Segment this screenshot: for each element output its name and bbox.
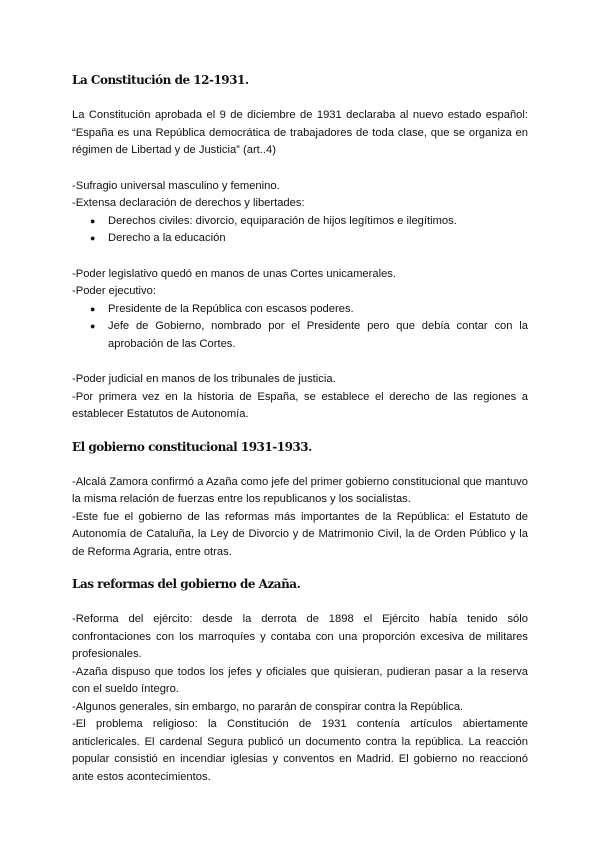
legislativo-line: -Poder legislativo quedó en manos de unas Cortes unicamerales. bbox=[72, 267, 397, 280]
document-page bbox=[72, 72, 528, 786]
list-item: ● Derechos civiles: divorcio, equiparación de hijos legítimos e ilegítimos. bbox=[72, 213, 528, 231]
derechos-line: -Extensa declaración de derechos y libertades: bbox=[72, 197, 305, 209]
judicial-line: -Poder judicial en manos de los tribunales de justicia. bbox=[72, 373, 336, 385]
derechos-list bbox=[72, 213, 528, 248]
reformas-paragraph-2: -Azaña dispuso que todos los jefes y oficiales que quisieran, pudieran pasar a la reserva con el sueldo íntegro. bbox=[72, 665, 528, 695]
ejecutivo-list bbox=[72, 301, 528, 354]
section-heading-constitucion: La Constitución de 12-1931. bbox=[72, 73, 249, 87]
reformas-paragraph-3: -Algunos generales, sin embargo, no pararán de conspirar contra la República. bbox=[72, 700, 464, 713]
sufragio-line: -Sufragio universal masculino y femenino. bbox=[72, 179, 280, 192]
section-heading-gobierno-constitucional: El gobierno constitucional 1931-1933. bbox=[72, 439, 312, 454]
constitucion-intro-paragraph: La Constitución aprobada el 9 de diciembre de 1931 declaraba al nuevo estado español: “España es una República democrática de trabajadores de toda clase, que se organiza en régimen de Libertad y de Justicia” (art..4) bbox=[72, 109, 528, 156]
section-heading-reformas-azana: Las reformas del gobierno de Azaña. bbox=[72, 577, 301, 591]
reformas-paragraph-1: -Reforma del ejército: desde la derrota de 1898 el Ejército había tenido sólo confrontaciones con los marroquíes y contaba con una proporción excesiva de militares profesionales. bbox=[72, 613, 528, 660]
list-item: ● Derecho a la educación bbox=[72, 230, 528, 248]
ejecutivo-line: -Poder ejecutivo: bbox=[72, 285, 156, 297]
reformas-paragraph-4: -El problema religioso: la Constitución de 1931 contenía artículos abiertamente anticlericales. El cardenal Segura publicó un documento contra la república. La reacción popular consistió en incendiar iglesias y conventos en Madrid. El gobierno no reaccionó ante estos acontecimientos. bbox=[72, 718, 528, 783]
bullet-icon: ● bbox=[90, 233, 96, 243]
bullet-icon: ● bbox=[90, 321, 96, 331]
bullet-icon: ● bbox=[90, 303, 96, 314]
gobierno-paragraph-2: -Este fue el gobierno de las reformas más importantes de la República: el Estatuto de Autonomía de Cataluña, la Ley de Divorcio y de Matrimonio Civil, la de Orden Público y la de Reforma Agraria, entre otras. bbox=[72, 510, 528, 558]
bullet-icon: ● bbox=[90, 215, 96, 226]
list-item: ● Jefe de Gobierno, nombrado por el Presidente pero que debía contar con la aprobación de las Cortes. bbox=[90, 320, 528, 350]
gobierno-paragraph-1: -Alcalá Zamora confirmó a Azaña como jefe del primer gobierno constitucional que mantuvo la misma relación de fuerzas entre los republicanos y los socialistas. bbox=[72, 475, 528, 505]
list-item: ● Presidente de la República con escasos poderes. bbox=[72, 301, 528, 319]
autonomia-paragraph: -Por primera vez en la historia de España, se establece el derecho de las regiones a establecer Estatutos de Autonomía. bbox=[72, 390, 528, 420]
